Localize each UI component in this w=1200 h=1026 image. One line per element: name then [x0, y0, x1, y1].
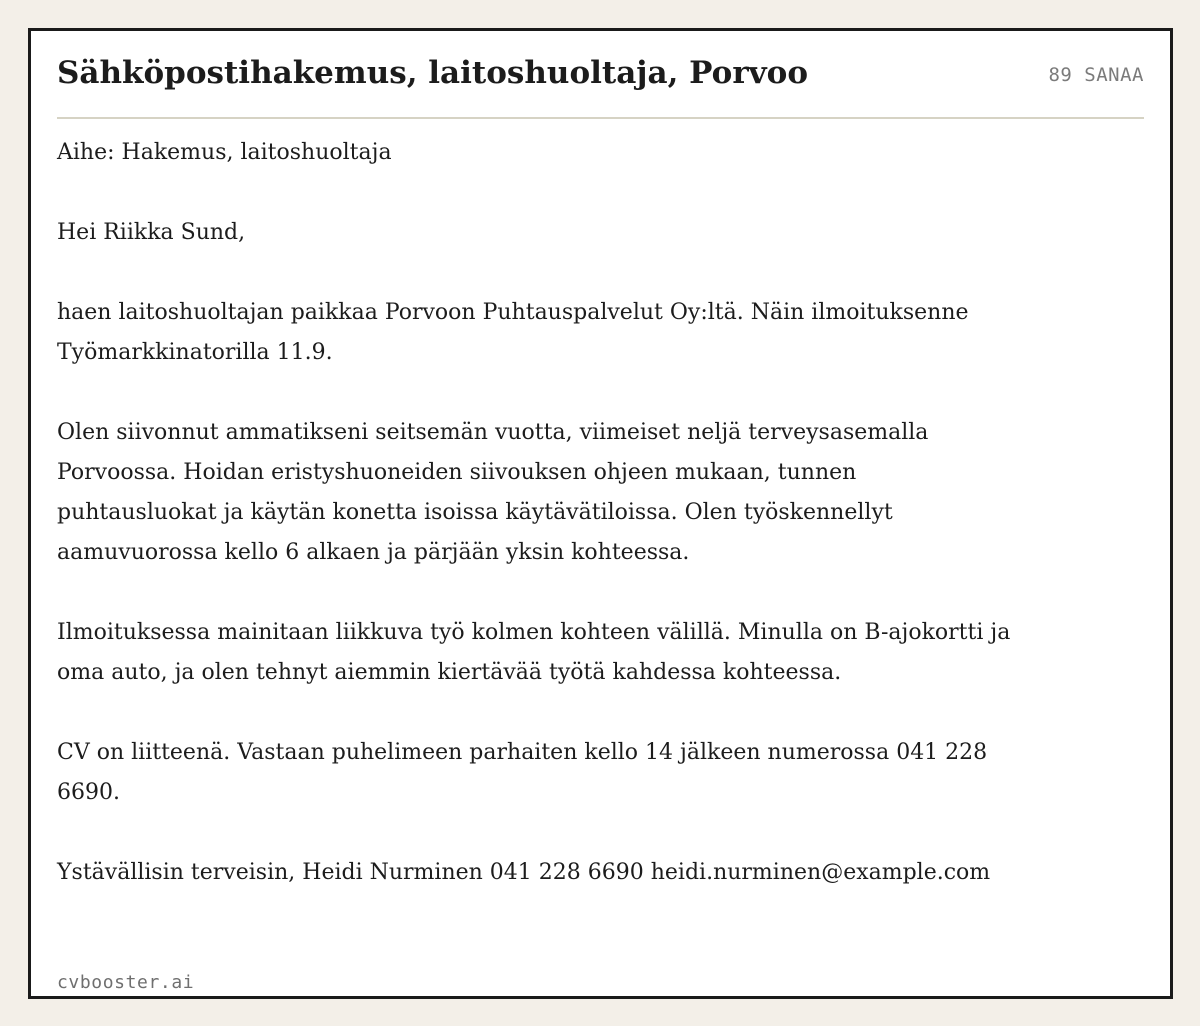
email-paragraph-3: Ilmoituksessa mainitaan liikkuva työ kolmen kohteen välillä. Minulla on B-ajokortti ja oma auto, ja olen tehnyt aiemmin kiertävää työtä kahdessa kohteessa.: [57, 620, 1011, 685]
document-title: Sähköpostihakemus, laitoshuoltaja, Porvoo: [57, 55, 809, 91]
email-paragraph-1: haen laitoshuoltajan paikkaa Porvoon Puhtauspalvelut Oy:ltä. Näin ilmoituksenne Työmarkkinatorilla 11.9.: [57, 300, 969, 365]
document-card: [28, 28, 1173, 999]
email-body: [57, 133, 1017, 893]
email-subject: Aihe: Hakemus, laitoshuoltaja: [57, 140, 392, 165]
email-paragraph-2: Olen siivonnut ammatikseni seitsemän vuotta, viimeiset neljä terveysasemalla Porvoossa. Hoidan eristyshuoneiden siivouksen ohjeen mukaan, tunnen puhtausluokat ja käytän konetta isoissa käytävätiloissa. Olen työskennellyt aamuvuorossa kello 6 alkaen ja pärjään yksin kohteessa.: [57, 420, 929, 565]
email-paragraph-4: CV on liitteenä. Vastaan puhelimeen parhaiten kello 14 jälkeen numerossa 041 228 6690.: [57, 740, 988, 805]
word-count-label: 89 SANAA: [1048, 64, 1144, 86]
footer-brand: cvbooster.ai: [57, 972, 195, 993]
email-greeting: Hei Riikka Sund,: [57, 220, 246, 245]
email-signature: Ystävällisin terveisin, Heidi Nurminen 041 228 6690 heidi.nurminen@example.com: [57, 860, 991, 885]
document-header: [57, 53, 1144, 119]
